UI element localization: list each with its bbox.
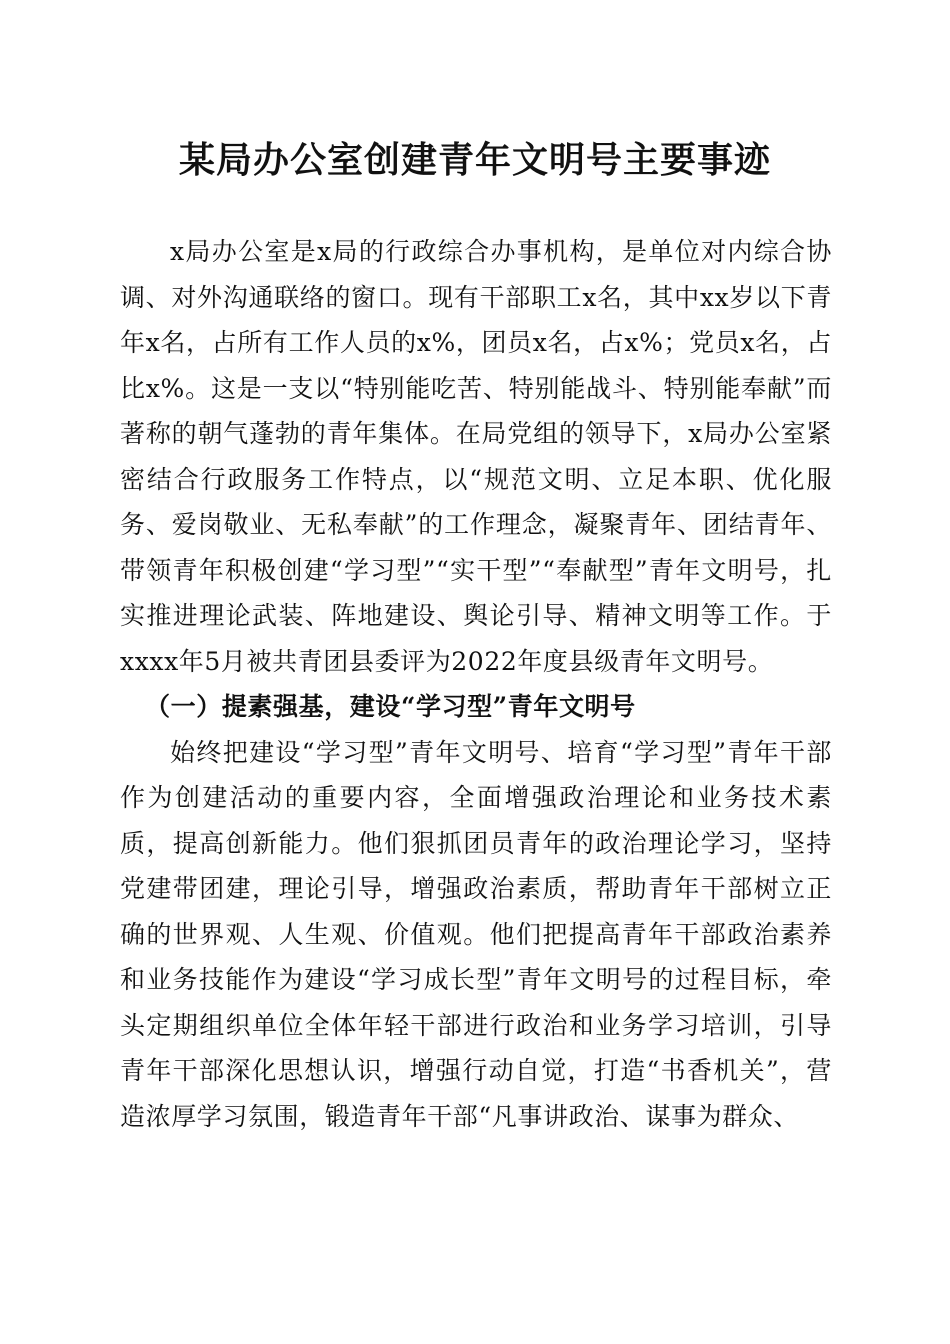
document-title: 某局办公室创建青年文明号主要事迹 xyxy=(178,139,771,181)
intro-paragraph: x局办公室是x局的行政综合办事机构，是单位对内综合协调、对外沟通联络的窗口。现有干部职工x名，其中xx岁以下青年x名，占所有工作人员的x%，团员x名，占x%；党员x名，占比x%。这是一支以“特别能吃苦、特别能战斗、特别能奉献”而著称的朝气蓬勃的青年集体。在局党组的领导下，x局办公室紧密结合行政服务工作特点，以“规范文明、立足本职、优化服务、爱岗敬业、无私奉献”的工作理念，凝聚青年、团结青年、带领青年积极创建“学习型”“实干型”“奉献型”青年文明号，扎实推进理论武装、阵地建设、舆论引导、精神文明等工作。于xxxx年5月被共青团县委评为2022年度县级青年文明号。 xyxy=(120,237,832,676)
section-heading-1: （一）提素强基，建设“学习型”青年文明号 xyxy=(145,692,636,721)
document-body xyxy=(120,229,832,1139)
section-paragraph-1: 始终把建设“学习型”青年文明号、培育“学习型”青年干部作为创建活动的重要内容，全面增强政治理论和业务技术素质，提高创新能力。他们狠抓团员青年的政治理论学习，坚持党建带团建，理论引导，增强政治素质，帮助青年干部树立正确的世界观、人生观、价值观。他们把提高青年干部政治素养和业务技能作为建设“学习成长型”青年文明号的过程目标，牵头定期组织单位全体年轻干部进行政治和业务学习培训，引导青年干部深化思想认识，增强行动自觉，打造“书香机关”，营造浓厚学习氛围，锻造青年干部“凡事讲政治、谋事为群众、 xyxy=(120,737,832,1131)
